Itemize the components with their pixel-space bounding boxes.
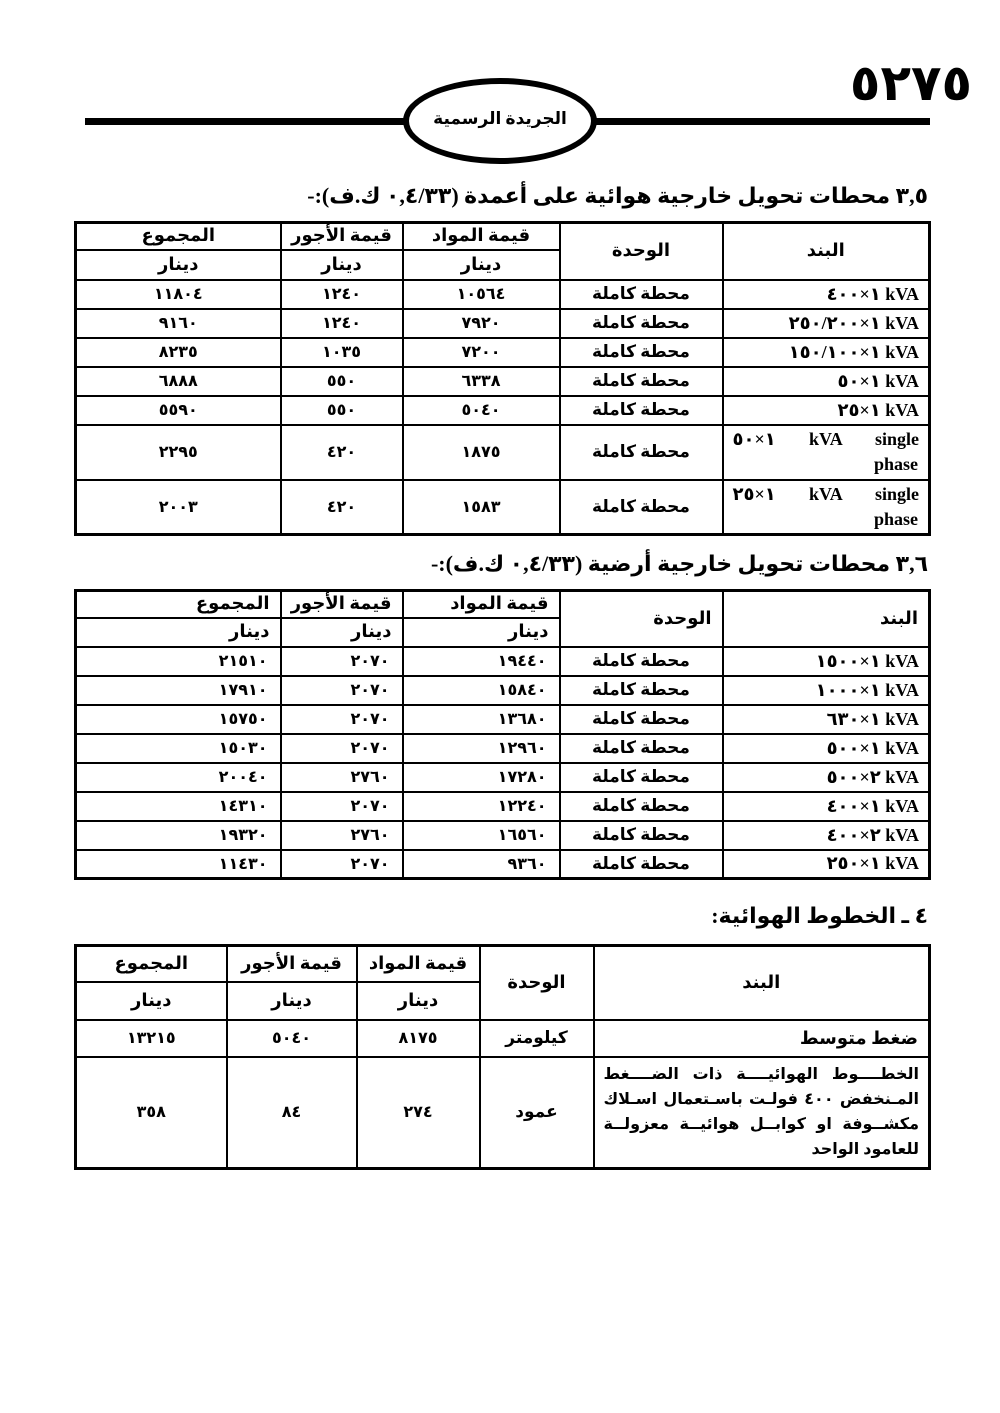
item-text: ١×٢٥ kVA (837, 399, 919, 420)
total-cell: ٣٥٨ (76, 1057, 227, 1169)
item-cell (723, 425, 930, 480)
item-cell (723, 676, 930, 705)
total-cell: ٢٠٠٣ (76, 480, 281, 535)
item-cell (594, 1020, 930, 1057)
item-cell (723, 367, 930, 396)
currency-label: دينار (76, 982, 227, 1020)
item-text: ١×١٠٠٠ kVA (815, 679, 919, 700)
materials-cell: ١٣٦٨٠ (403, 705, 560, 734)
materials-cell: ٦٣٣٨ (403, 367, 560, 396)
unit-cell: محطة كاملة (560, 705, 723, 734)
aerial-lines-table (74, 944, 931, 1170)
item-cell (723, 396, 930, 425)
materials-cell: ١٧٢٨٠ (403, 763, 560, 792)
item-line-2: phase (873, 508, 918, 529)
column-header-total: المجموع (76, 591, 281, 618)
table-row (76, 1057, 930, 1169)
total-cell: ٢٠٠٤٠ (76, 763, 281, 792)
wages-cell: ١٠٣٥ (281, 338, 403, 367)
table-row (76, 338, 930, 367)
table-row (76, 1020, 930, 1057)
section-3-5-title: ٣,٥ محطات تحويل خارجية هوائية على أعمدة (٠,٤/٣٣ ك.ف):- (307, 183, 928, 208)
item-text: ١×٤٠٠ kVA (826, 795, 919, 816)
wages-cell: ٢٧٦٠ (281, 763, 403, 792)
table-row (76, 309, 930, 338)
item-text: ١×١٥٠٠ kVA (815, 650, 919, 671)
gazette-seal (403, 78, 597, 164)
table-row (76, 792, 930, 821)
item-cell (594, 1057, 930, 1169)
total-cell: ١١٤٣٠ (76, 850, 281, 879)
currency-label: دينار (357, 982, 480, 1020)
unit-cell: محطة كاملة (560, 309, 723, 338)
table-row (76, 280, 930, 309)
unit-cell: عمود (480, 1057, 594, 1169)
total-cell: ٢١٥١٠ (76, 647, 281, 676)
wages-cell: ٢٠٧٠ (281, 647, 403, 676)
column-header-unit: الوحدة (480, 946, 594, 1020)
total-cell: ١٥٧٥٠ (76, 705, 281, 734)
materials-cell: ١٠٥٦٤ (403, 280, 560, 309)
wages-cell: ٢٠٧٠ (281, 734, 403, 763)
column-header-materials: قيمة المواد (357, 946, 480, 982)
total-cell: ٦٨٨٨ (76, 367, 281, 396)
table-row (76, 480, 930, 535)
column-header-unit: الوحدة (560, 223, 723, 280)
wages-cell: ٢٧٦٠ (281, 821, 403, 850)
currency-label: دينار (403, 618, 560, 647)
item-text: ١×١٥٠/١٠٠ kVA (788, 341, 919, 362)
total-cell: ١٤٣١٠ (76, 792, 281, 821)
unit-cell: محطة كاملة (560, 338, 723, 367)
item-cell (723, 792, 930, 821)
unit-cell: محطة كاملة (560, 647, 723, 676)
unit-cell: محطة كاملة (560, 792, 723, 821)
column-header-wages: قيمة الأجور (281, 223, 403, 250)
materials-cell: ١٨٧٥ (403, 425, 560, 480)
materials-cell: ١٩٤٤٠ (403, 647, 560, 676)
item-cell (723, 647, 930, 676)
wages-cell: ٢٠٧٠ (281, 850, 403, 879)
materials-cell: ٥٠٤٠ (403, 396, 560, 425)
item-cell (723, 480, 930, 535)
gazette-name: الجريدة الرسمية (433, 109, 567, 128)
item-cell (723, 821, 930, 850)
materials-cell: ١٥٨٣ (403, 480, 560, 535)
item-text: ١×٦٣٠ kVA (826, 708, 919, 729)
page-number: ٥٢٧٥ (849, 55, 972, 111)
item-cell (723, 705, 930, 734)
total-cell: ١٧٩١٠ (76, 676, 281, 705)
wages-cell: ٨٤ (227, 1057, 357, 1169)
item-text: ضغط متوسط (799, 1027, 918, 1048)
item-text: ١×٤٠٠ kVA (826, 283, 919, 304)
item-text: ١×٢٥٠/٢٠٠ kVA (788, 312, 919, 333)
materials-cell: ١٢٢٤٠ (403, 792, 560, 821)
item-cell (723, 338, 930, 367)
total-cell: ١٣٢١٥ (76, 1020, 227, 1057)
wages-cell: ١٢٤٠ (281, 309, 403, 338)
item-cell (723, 280, 930, 309)
column-header-item: البند (723, 223, 930, 280)
column-header-wages: قيمة الأجور (227, 946, 357, 982)
wages-cell: ١٢٤٠ (281, 280, 403, 309)
unit-cell: محطة كاملة (560, 425, 723, 480)
table-row (76, 647, 930, 676)
unit-cell: محطة كاملة (560, 763, 723, 792)
unit-cell: محطة كاملة (560, 734, 723, 763)
table-row (76, 396, 930, 425)
unit-cell: محطة كاملة (560, 676, 723, 705)
materials-cell: ٢٧٤ (357, 1057, 480, 1169)
unit-cell: محطة كاملة (560, 850, 723, 879)
item-text: ٢×٥٠٠ kVA (826, 766, 919, 787)
aerial-pole-stations-table (74, 221, 931, 536)
materials-cell: ١٥٨٤٠ (403, 676, 560, 705)
header-row (76, 223, 930, 250)
wages-cell: ٥٠٤٠ (227, 1020, 357, 1057)
total-cell: ١٥٠٣٠ (76, 734, 281, 763)
table-row (76, 676, 930, 705)
item-line-1: ١×٢٥ kVA single (732, 483, 919, 504)
column-header-wages: قيمة الأجور (281, 591, 403, 618)
section-3-6-title: ٣,٦ محطات تحويل خارجية أرضية (٠,٤/٣٣ ك.ف):- (430, 551, 928, 576)
item-text: ٢×٤٠٠ kVA (826, 824, 919, 845)
item-text: الخطــــوط الهوائيــــة ذات الضــــغط المـنخفض ٤٠٠ فولـت باسـتعمال اسـلاك مكشــوفة او كوابــل هوائيــة معزولــة للعامود الواحد (603, 1066, 919, 1159)
currency-label: دينار (403, 250, 560, 280)
table-row (76, 821, 930, 850)
unit-cell: كيلومتر (480, 1020, 594, 1057)
table-row (76, 367, 930, 396)
total-cell: ٥٥٩٠ (76, 396, 281, 425)
wages-cell: ٤٢٠ (281, 480, 403, 535)
wages-cell: ٥٥٠ (281, 367, 403, 396)
total-cell: ١٩٣٢٠ (76, 821, 281, 850)
table-row (76, 763, 930, 792)
item-cell (723, 850, 930, 879)
materials-cell: ٧٩٢٠ (403, 309, 560, 338)
column-header-materials: قيمة المواد (403, 223, 560, 250)
ground-stations-table (74, 589, 931, 880)
materials-cell: ٨١٧٥ (357, 1020, 480, 1057)
materials-cell: ١٢٩٦٠ (403, 734, 560, 763)
currency-label: دينار (281, 618, 403, 647)
header-row (76, 591, 930, 618)
total-cell: ٩١٦٠ (76, 309, 281, 338)
table-row (76, 425, 930, 480)
currency-label: دينار (76, 618, 281, 647)
table-row (76, 850, 930, 879)
wages-cell: ٢٠٧٠ (281, 676, 403, 705)
table-row (76, 705, 930, 734)
wages-cell: ٢٠٧٠ (281, 792, 403, 821)
unit-cell: محطة كاملة (560, 821, 723, 850)
materials-cell: ٧٢٠٠ (403, 338, 560, 367)
item-text: ١×٥٠ kVA (837, 370, 919, 391)
currency-label: دينار (76, 250, 281, 280)
currency-label: دينار (227, 982, 357, 1020)
unit-cell: محطة كاملة (560, 367, 723, 396)
column-header-total: المجموع (76, 223, 281, 250)
unit-cell: محطة كاملة (560, 280, 723, 309)
column-header-item: البند (723, 591, 930, 647)
unit-cell: محطة كاملة (560, 396, 723, 425)
section-4-title: ٤ ـ الخطوط الهوائية: (711, 903, 928, 928)
table-row (76, 734, 930, 763)
item-text: ١×٥٠٠ kVA (826, 737, 919, 758)
column-header-total: المجموع (76, 946, 227, 982)
wages-cell: ٥٥٠ (281, 396, 403, 425)
item-line-1: ١×٥٠ kVA single (732, 429, 919, 449)
materials-cell: ١٦٥٦٠ (403, 821, 560, 850)
item-cell (723, 309, 930, 338)
total-cell: ١١٨٠٤ (76, 280, 281, 309)
total-cell: ٨٢٣٥ (76, 338, 281, 367)
item-text: ١×٢٥٠ kVA (826, 853, 919, 874)
wages-cell: ٤٢٠ (281, 425, 403, 480)
column-header-unit: الوحدة (560, 591, 723, 647)
column-header-materials: قيمة المواد (403, 591, 560, 618)
item-line-2: phase (873, 454, 918, 474)
total-cell: ٢٢٩٥ (76, 425, 281, 480)
materials-cell: ٩٣٦٠ (403, 850, 560, 879)
currency-label: دينار (281, 250, 403, 280)
wages-cell: ٢٠٧٠ (281, 705, 403, 734)
item-cell (723, 763, 930, 792)
item-cell (723, 734, 930, 763)
column-header-item: البند (594, 946, 930, 1020)
unit-cell: محطة كاملة (560, 480, 723, 535)
header-row (76, 946, 930, 982)
